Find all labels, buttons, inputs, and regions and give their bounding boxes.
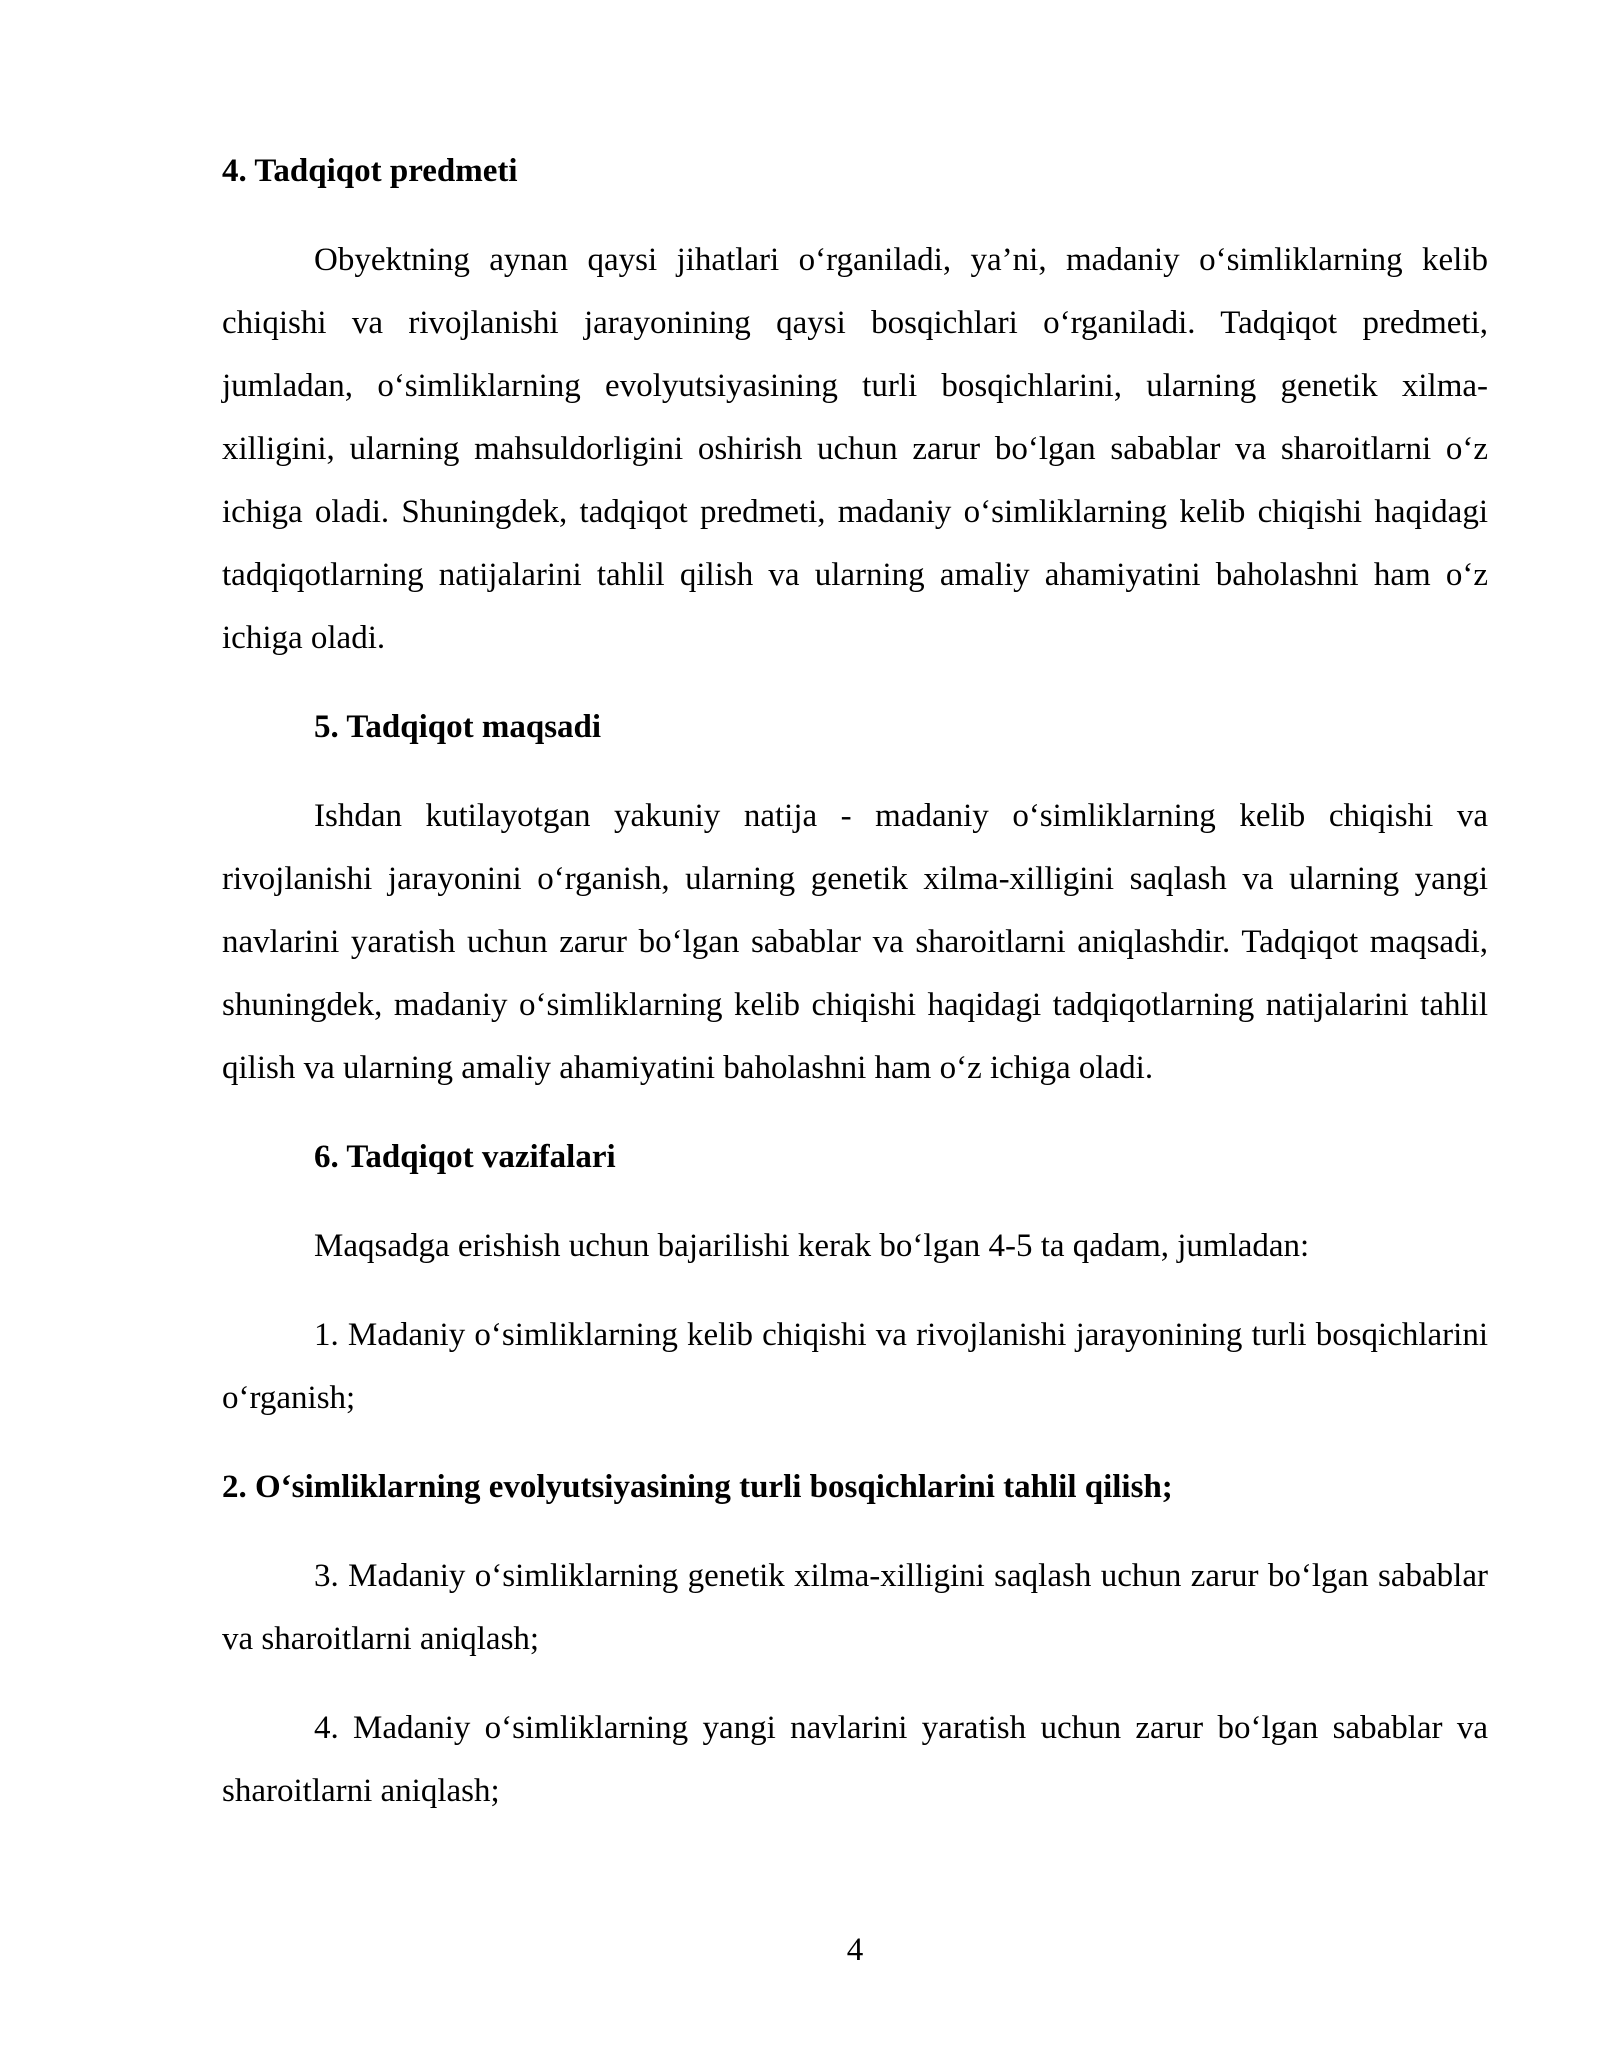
section-6-heading: 6. Tadqiqot vazifalari: [314, 1139, 616, 1175]
document-page: [222, 140, 1488, 1847]
task-item-4: 4. Madaniy o‘simliklarning yangi navlarini yaratish uchun zarur bo‘lgan sabablar va sharoitlarni aniqlash;: [222, 1710, 1488, 1809]
section-4-paragraph: Obyektning aynan qaysi jihatlari o‘rganiladi, ya’ni, madaniy o‘simliklarning kelib chiqishi va rivojlanishi jarayonining qaysi bosqichlari o‘rganiladi. Tadqiqot predmeti, jumladan, o‘simliklarning evolyutsiyasining turli bosqichlarini, ularning genetik xilma-xilligini, ularning mahsuldorligini oshirish uchun zarur bo‘lgan sabablar va sharoitlarni o‘z ichiga oladi. Shuningdek, tadqiqot predmeti, madaniy o‘simliklarning kelib chiqishi haqidagi tadqiqotlarning natijalarini tahlil qilish va ularning amaliy ahamiyatini baholashni ham o‘z ichiga oladi.: [222, 242, 1488, 656]
task-item-3: 3. Madaniy o‘simliklarning genetik xilma-xilligini saqlash uchun zarur bo‘lgan sabablar va sharoitlarni aniqlash;: [222, 1558, 1488, 1657]
section-5-paragraph: Ishdan kutilayotgan yakuniy natija - madaniy o‘simliklarning kelib chiqishi va rivojlanishi jarayonini o‘rganish, ularning genetik xilma-xilligini saqlash va ularning yangi navlarini yaratish uchun zarur bo‘lgan sabablar va sharoitlarni aniqlashdir. Tadqiqot maqsadi, shuningdek, madaniy o‘simliklarning kelib chiqishi haqidagi tadqiqotlarning natijalarini tahlil qilish va ularning amaliy ahamiyatini baholashni ham o‘z ichiga oladi.: [222, 798, 1488, 1086]
page-number: 4: [846, 1932, 864, 1968]
section-4-heading: 4. Tadqiqot predmeti: [222, 153, 518, 189]
task-item-2: 2. O‘simliklarning evolyutsiyasining turli bosqichlarini tahlil qilish;: [222, 1469, 1173, 1505]
section-5-heading: 5. Tadqiqot maqsadi: [314, 709, 602, 745]
task-item-1: 1. Madaniy o‘simliklarning kelib chiqishi va rivojlanishi jarayonining turli bosqichlarini o‘rganish;: [222, 1317, 1488, 1416]
section-6-intro: Maqsadga erishish uchun bajarilishi kerak bo‘lgan 4-5 ta qadam, jumladan:: [314, 1228, 1310, 1264]
